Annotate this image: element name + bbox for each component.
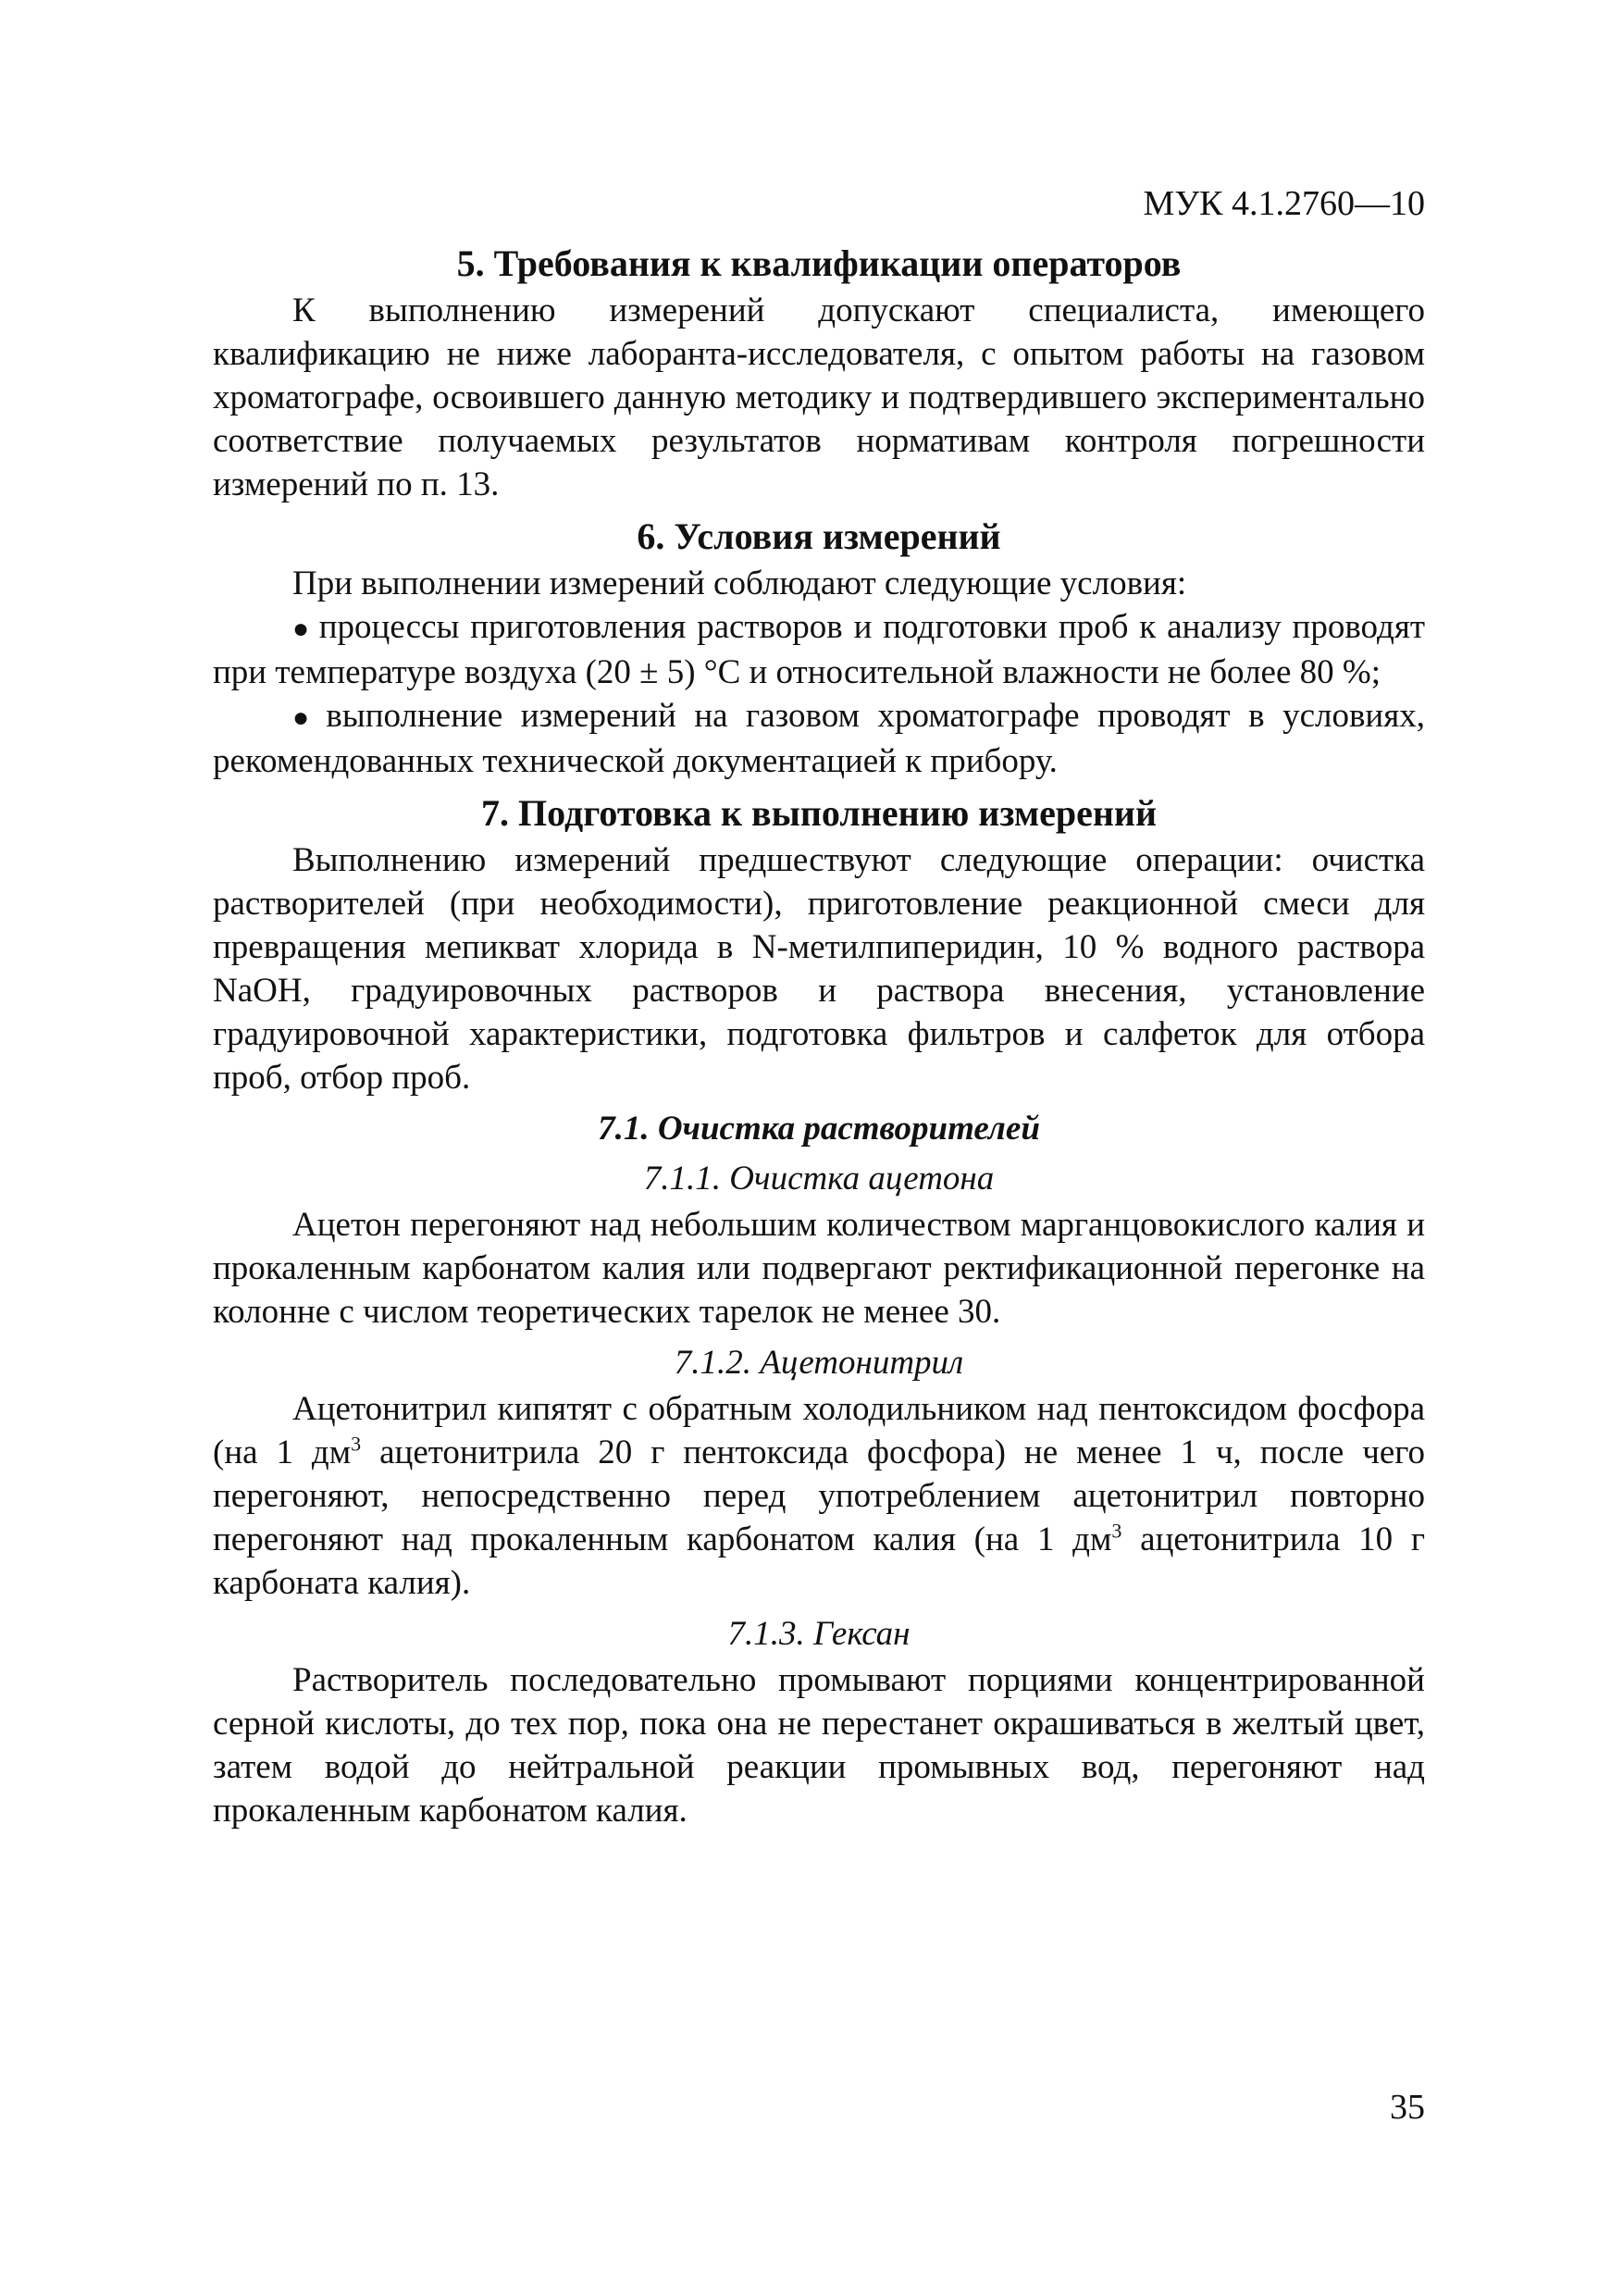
subsection-7-1-3-paragraph: Растворитель последовательно промывают порциями концентрированной серной кислоты, до тех пор, пока она не перестанет окрашиваться в желтый цвет, затем водой до нейтральной реакции промывных вод, перегоняют над прокаленным карбонатом калия. (213, 1661, 1425, 1830)
subsection-7-1-2-paragraph (213, 1387, 1425, 1605)
section-6-intro: При выполнении измерений соблюдают следующие условия: (292, 565, 1187, 602)
text-segment: ацетонитрила 20 г пентоксида фосфора) не менее 1 ч, после чего перегоняют, непосредственно перед употреблением ацетонитрил повторно перегоняют над прокаленным карбонатом калия (на 1 дм (213, 1433, 1425, 1558)
section-7-heading: 7. Подготовка к выполнению измерений (481, 792, 1157, 834)
bullet-icon: ● (292, 702, 319, 733)
subsection-7-1-heading: 7.1. Очистка растворителей (598, 1110, 1040, 1148)
text-column (213, 181, 1425, 1840)
section-7-paragraph: Выполнению измерений предшествуют следующие операции: очистка растворителей (при необходимости), приготовление реакционной смеси для превращения мепикват хлорида в N-метилпиперидин, 10 % водного раствора NaOH, градуировочных растворов и раствора внесения, установление градуировочной характеристики, подготовка фильтров и салфеток для отбора проб, отбор проб. (213, 841, 1425, 1097)
section-5-paragraph: К выполнению измерений допускают специалиста, имеющего квалификацию не ниже лаборанта-исследователя, с опытом работы на газовом хроматографе, освоившего данную методику и подтвердившего экспериментально соответствие получаемых результатов нормативам контроля погрешности измерений по п. 13. (213, 292, 1425, 503)
document-code: МУК 4.1.2760—10 (1143, 184, 1425, 223)
subsection-7-1-2-heading: 7.1.2. Ацетонитрил (674, 1344, 964, 1382)
text-segment: Ацетонитрил кипятят с обратным холодильником над пентоксидом фосфора (на 1 дм (213, 1390, 1425, 1471)
text-segment: ацетонитрила 10 г карбоната калия). (213, 1520, 1425, 1602)
subsection-7-1-3-heading: 7.1.3. Гексан (727, 1615, 911, 1653)
section-6-heading: 6. Условия измерений (637, 515, 1001, 557)
bullet-item (213, 694, 1425, 783)
bullet-item (213, 605, 1425, 694)
subsection-7-1-1-heading: 7.1.1. Очистка ацетона (643, 1160, 995, 1198)
section-5-heading: 5. Требования к квалификации операторов (456, 242, 1182, 284)
bullet-text: процессы приготовления растворов и подготовки проб к анализу проводят при температуре воздуха (20 ± 5) °С и относительной влажности не более 80 %; (213, 608, 1426, 691)
superscript: 3 (1111, 1519, 1122, 1543)
subsection-7-1-1-paragraph: Ацетон перегоняют над небольшим количеством марганцовокислого калия и прокаленным карбонатом калия или подвергают ректификационной перегонке на колонне с числом теоретических тарелок не менее 30. (213, 1206, 1425, 1331)
page-number: 35 (1390, 2088, 1425, 2127)
superscript: 3 (351, 1432, 362, 1456)
bullet-text: выполнение измерений на газовом хроматографе проводят в условиях, рекомендованных технической документацией к прибору. (213, 697, 1425, 780)
bullet-icon: ● (292, 614, 312, 644)
